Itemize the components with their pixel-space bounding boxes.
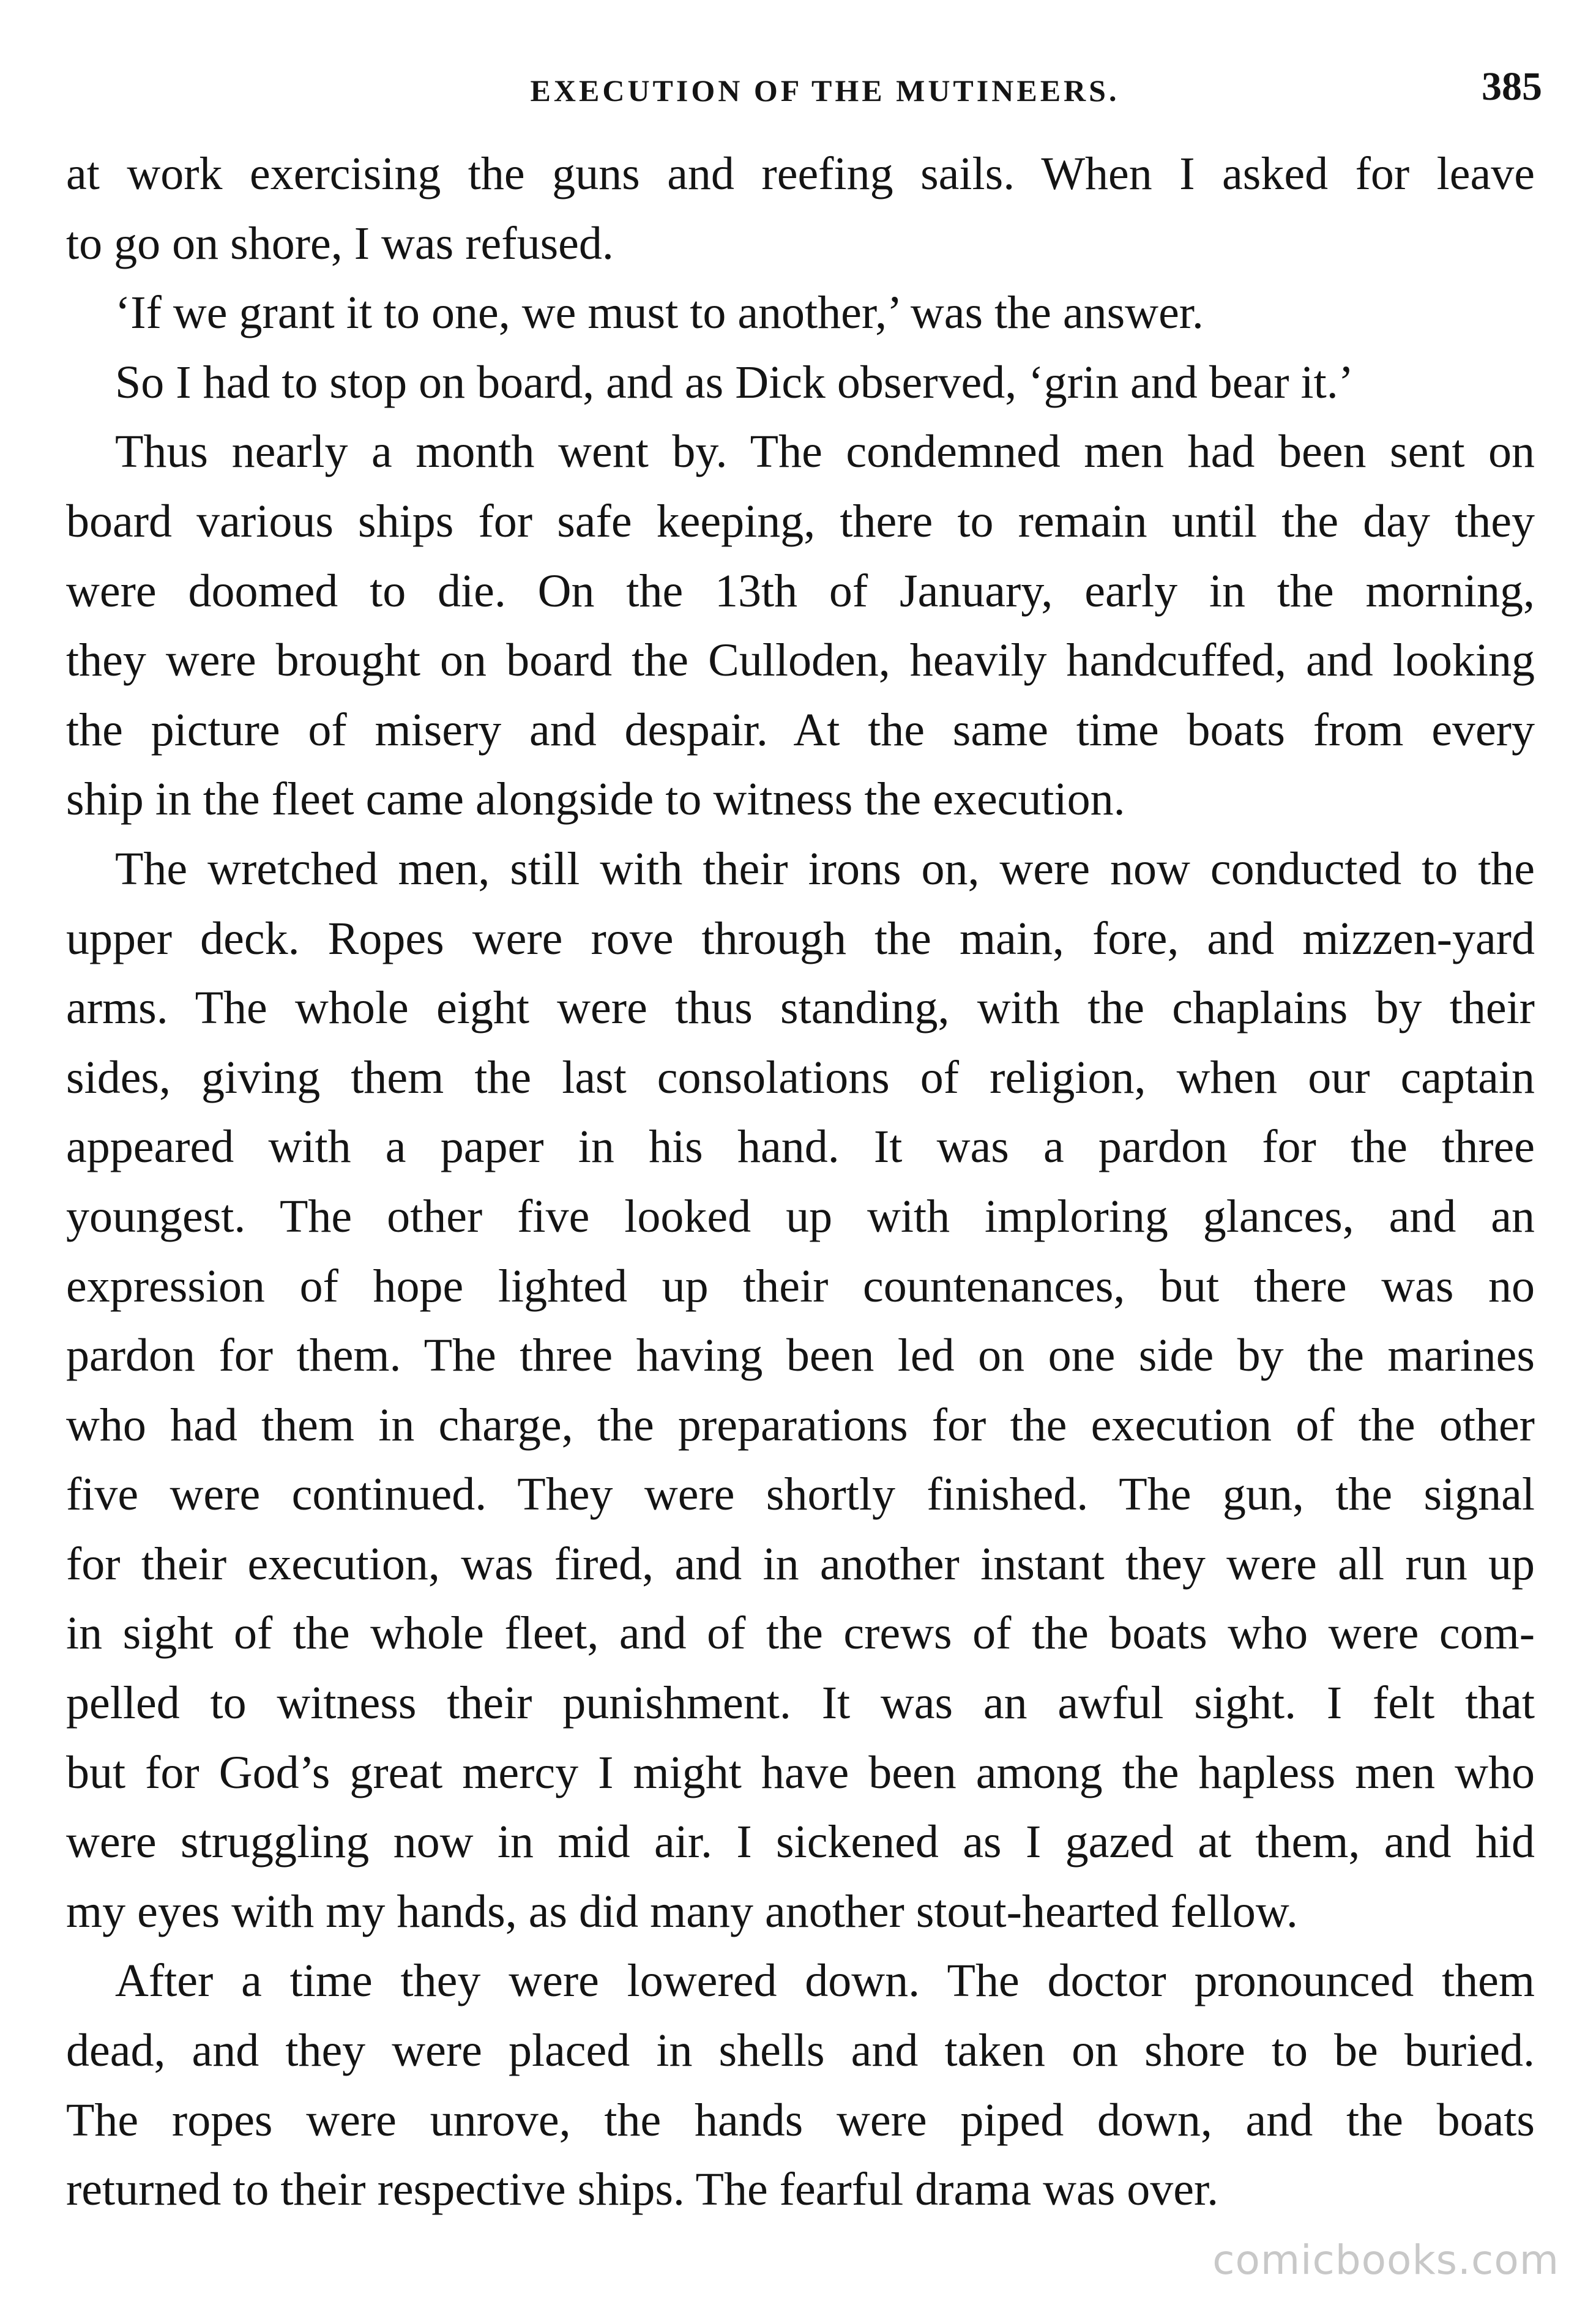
text-line: in sight of the whole fleet, and of the crews of the boats who were com-: [66, 1607, 1535, 1659]
text-line: arms. The whole eight were thus standing, with the chaplains by their: [66, 982, 1535, 1034]
text-line: The wretched men, still with their irons on, were now conducted to the: [115, 843, 1535, 895]
text-line: were doomed to die. On the 13th of January, early in the morning,: [66, 565, 1535, 617]
watermark: comicbooks.com: [1212, 2237, 1559, 2284]
text-line: ship in the fleet came alongside to witness the execution.: [66, 773, 1125, 825]
text-line: five were continued. They were shortly finished. The gun, the signal: [66, 1469, 1535, 1521]
running-title: EXECUTION OF THE MUTINEERS.: [530, 73, 1120, 108]
text-line: but for God’s great mercy I might have been among the hapless men who: [66, 1746, 1535, 1798]
body-text: [66, 140, 1535, 2225]
text-line: for their execution, was fired, and in another instant they were all run up: [66, 1538, 1535, 1590]
text-line: After a time they were lowered down. The doctor pronounced them: [115, 1955, 1535, 2007]
text-line: sides, giving them the last consolations of religion, when our captain: [66, 1051, 1535, 1103]
text-line: at work exercising the guns and reefing sails. When I asked for leave: [66, 148, 1535, 199]
text-line: expression of hope lighted up their countenances, but there was no: [66, 1260, 1535, 1312]
text-line: they were brought on board the Culloden, heavily handcuffed, and looking: [66, 635, 1535, 687]
page-number: 385: [1482, 64, 1542, 109]
running-head: [66, 66, 1542, 115]
text-line: the picture of misery and despair. At the same time boats from every: [66, 704, 1535, 756]
text-line: were struggling now in mid air. I sickened as I gazed at them, and hid: [66, 1816, 1535, 1868]
text-line: pardon for them. The three having been led on one side by the marines: [66, 1330, 1535, 1382]
text-line: The ropes were unrove, the hands were piped down, and the boats: [66, 2094, 1535, 2146]
text-line: board various ships for safe keeping, there to remain until the day they: [66, 495, 1535, 547]
text-line: my eyes with my hands, as did many another stout-hearted fellow.: [66, 1885, 1298, 1937]
text-line: So I had to stop on board, and as Dick observed, ‘grin and bear it.’: [115, 356, 1354, 408]
text-line: dead, and they were placed in shells and taken on shore to be buried.: [66, 2025, 1535, 2077]
text-line: Thus nearly a month went by. The condemned men had been sent on: [115, 426, 1535, 478]
text-line: upper deck. Ropes were rove through the main, fore, and mizzen-yard: [66, 912, 1535, 964]
text-line: ‘If we grant it to one, we must to another,’ was the answer.: [115, 287, 1204, 339]
text-line: youngest. The other five looked up with imploring glances, and an: [66, 1190, 1535, 1242]
text-line: appeared with a paper in his hand. It was a pardon for the three: [66, 1121, 1535, 1173]
text-line: who had them in charge, the preparations for the execution of the other: [66, 1399, 1535, 1451]
text-line: to go on shore, I was refused.: [66, 217, 614, 269]
text-line: returned to their respective ships. The fearful drama was over.: [66, 2164, 1219, 2216]
text-line: pelled to witness their punishment. It was an awful sight. I felt that: [66, 1677, 1535, 1729]
